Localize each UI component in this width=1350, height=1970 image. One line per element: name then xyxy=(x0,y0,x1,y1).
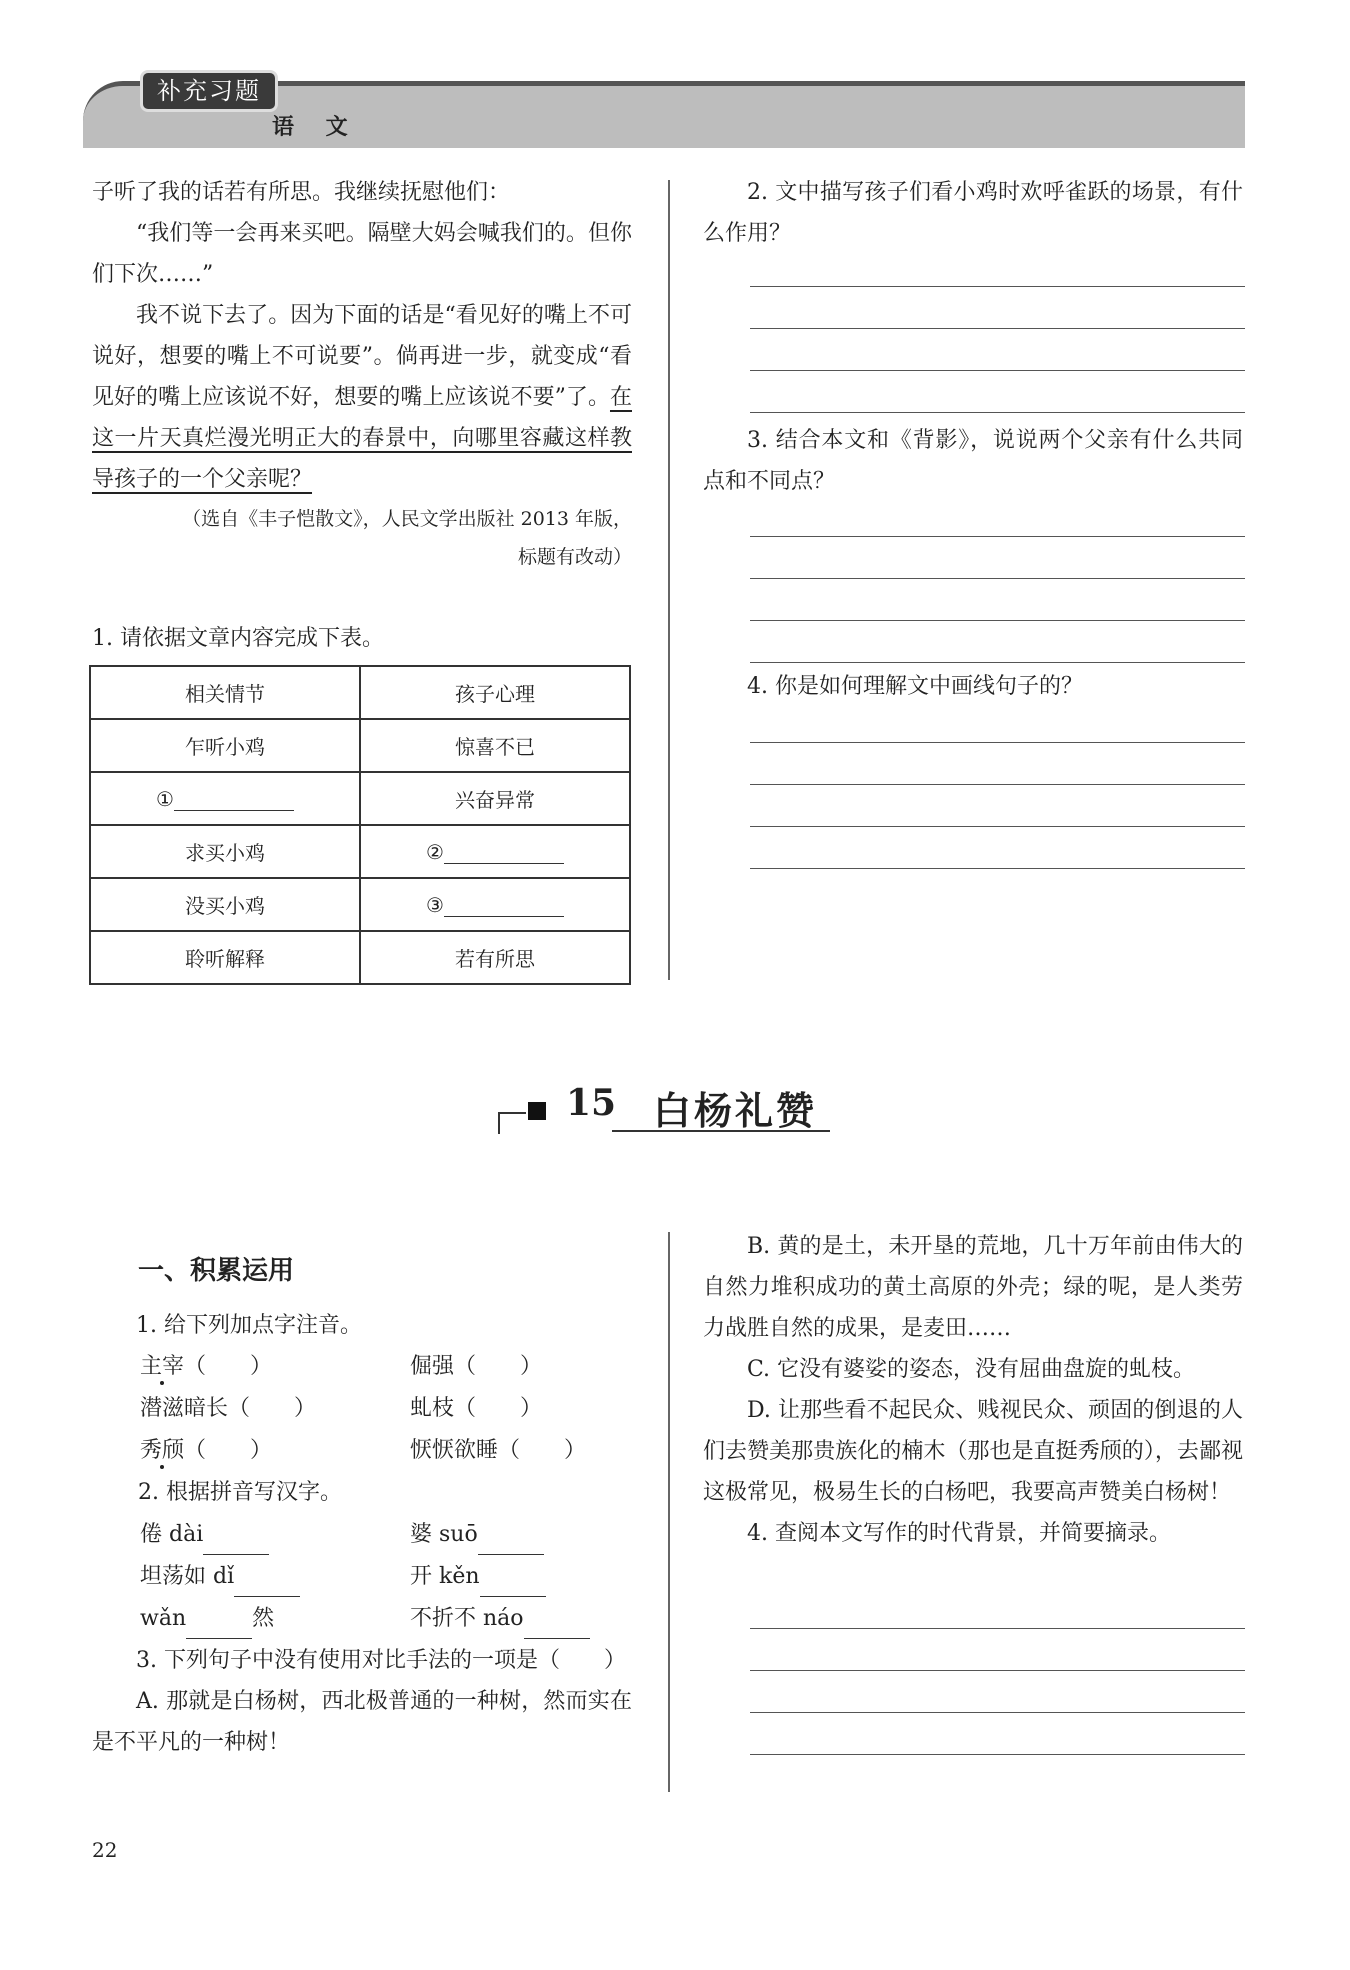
hanzi-prompt: 婆 suō xyxy=(410,1522,478,1547)
option-a: A. 那就是白杨树，西北极普通的一种树，然而实在是不平凡的一种树！ xyxy=(92,1689,632,1755)
pinyin-word: 恹恹欲睡 xyxy=(410,1438,499,1463)
table-cell: 聆听解释 xyxy=(90,931,360,984)
hanzi-item[interactable] xyxy=(410,1556,546,1597)
answer-line[interactable] xyxy=(750,286,1245,287)
answer-line[interactable] xyxy=(750,1712,1245,1713)
answer-line[interactable] xyxy=(750,868,1245,869)
hanzi-item[interactable] xyxy=(410,1598,590,1639)
table-cell[interactable] xyxy=(90,772,360,825)
pinyin-word: 秀颀 xyxy=(140,1438,185,1463)
answer-line[interactable] xyxy=(750,1670,1245,1671)
pinyin-word: 虬枝 xyxy=(410,1396,455,1421)
header-badge: 补充习题 xyxy=(140,70,278,112)
table-row xyxy=(90,719,630,772)
hanzi-suffix: 然 xyxy=(252,1606,275,1631)
passage-para-3 xyxy=(92,295,632,500)
passage-para-1: 子听了我的话若有所思。我继续抚慰他们： xyxy=(92,180,511,205)
table-cell: 乍听小鸡 xyxy=(90,719,360,772)
question-3 xyxy=(703,420,1243,502)
table-row xyxy=(90,931,630,984)
section-heading: 一、积累运用 xyxy=(138,1256,295,1286)
pinyin-item[interactable] xyxy=(410,1346,542,1387)
exercise-q3 xyxy=(92,1640,632,1763)
hanzi-prompt: 倦 dài xyxy=(140,1522,204,1547)
pinyin-word: 主宰 xyxy=(140,1354,185,1379)
table-header: 相关情节 xyxy=(90,666,360,719)
table-header-row xyxy=(90,666,630,719)
question-4 xyxy=(703,666,1243,707)
question-2 xyxy=(703,172,1243,254)
table-cell: 没买小鸡 xyxy=(90,878,360,931)
blank-marker: ② xyxy=(426,839,444,864)
table-cell: 惊喜不已 xyxy=(360,719,630,772)
blank-line[interactable] xyxy=(444,841,564,864)
table-row xyxy=(90,878,630,931)
answer-line[interactable] xyxy=(750,620,1245,621)
pinyin-item[interactable] xyxy=(410,1430,586,1471)
blank-line[interactable] xyxy=(234,1574,300,1597)
answer-line[interactable] xyxy=(750,536,1245,537)
pinyin-paren: （ ） xyxy=(184,1354,273,1379)
answer-line[interactable] xyxy=(750,578,1245,579)
answer-line[interactable] xyxy=(750,1628,1245,1629)
hanzi-item[interactable] xyxy=(140,1514,269,1555)
hanzi-prompt: 开 kěn xyxy=(410,1564,480,1589)
lesson-number: 15 xyxy=(566,1082,617,1124)
pinyin-paren: （ ） xyxy=(454,1354,543,1379)
table-cell: 若有所思 xyxy=(360,931,630,984)
table-cell: 兴奋异常 xyxy=(360,772,630,825)
answer-line[interactable] xyxy=(750,826,1245,827)
pinyin-item[interactable] xyxy=(140,1388,316,1429)
table-header: 孩子心理 xyxy=(360,666,630,719)
pinyin-paren: （ ） xyxy=(228,1396,317,1421)
answer-table xyxy=(89,665,631,985)
exercise-block xyxy=(92,1305,632,1346)
option-d: D. 让那些看不起民众、贱视民众、顽固的倒退的人们去赞美那贵族化的楠木（那也是直挺秀颀的），去鄙视这极常见，极易生长的白杨吧，我要高声赞美白杨树！ xyxy=(703,1398,1243,1505)
passage-para-3-text: 我不说下去了。因为下面的话是“看见好的嘴上不可说好，想要的嘴上不可说要”。倘再进一步，就变成“看见好的嘴上应该说不好，想要的嘴上应该说不要”了。 xyxy=(92,303,632,410)
question-4-text: 4. 你是如何理解文中画线句子的？ xyxy=(747,674,1083,699)
blank-line[interactable] xyxy=(186,1616,252,1639)
blank-line[interactable] xyxy=(524,1616,590,1639)
passage-para-2: “我们等一会再来买吧。隔壁大妈会喊我们的。但你们下次……” xyxy=(92,221,632,287)
answer-line[interactable] xyxy=(750,412,1245,413)
table-cell[interactable] xyxy=(360,878,630,931)
hanzi-prompt: 不折不 náo xyxy=(410,1606,524,1631)
pinyin-word: 倔强 xyxy=(410,1354,455,1379)
exercise-q4: 4. 查阅本文写作的时代背景，并简要摘录。 xyxy=(747,1521,1171,1546)
exercise-q2: 2. 根据拼音写汉字。 xyxy=(138,1480,342,1505)
source-line-2: 标题有改动） xyxy=(517,546,632,568)
exercise-q1: 1. 给下列加点字注音。 xyxy=(136,1313,362,1338)
blank-marker: ③ xyxy=(426,892,444,917)
answer-line[interactable] xyxy=(750,662,1245,663)
header-subject: 语 文 xyxy=(272,115,360,140)
pinyin-paren: （ ） xyxy=(184,1438,273,1463)
lesson-title-text: 白杨礼赞 xyxy=(653,1088,818,1133)
pinyin-paren: （ ） xyxy=(454,1396,543,1421)
table-row xyxy=(90,772,630,825)
option-c: C. 它没有婆娑的姿态，没有屈曲盘旋的虬枝。 xyxy=(747,1357,1196,1382)
question-3-text: 3. 结合本文和《背影》，说说两个父亲有什么共同点和不同点？ xyxy=(703,428,1243,494)
answer-line[interactable] xyxy=(750,784,1245,785)
exercise-q3-text: 3. 下列句子中没有使用对比手法的一项是（ ） xyxy=(136,1648,626,1673)
pinyin-item[interactable] xyxy=(410,1388,542,1429)
reading-passage xyxy=(92,172,632,576)
question-1: 1. 请依据文章内容完成下表。 xyxy=(92,626,384,651)
table-cell: 求买小鸡 xyxy=(90,825,360,878)
title-square-icon xyxy=(528,1102,546,1120)
hanzi-prompt: 坦荡如 dǐ xyxy=(140,1564,235,1589)
column-divider-bottom xyxy=(668,1232,670,1792)
blank-line[interactable] xyxy=(480,1574,546,1597)
blank-line[interactable] xyxy=(444,894,564,917)
pinyin-item[interactable] xyxy=(140,1346,272,1387)
answer-line[interactable] xyxy=(750,1754,1245,1755)
option-b: B. 黄的是土，未开垦的荒地，几十万年前由伟大的自然力堆积成功的黄土高原的外壳；绿的呢，是人类劳力战胜自然的成果，是麦田…… xyxy=(703,1234,1243,1341)
blank-line[interactable] xyxy=(174,788,294,811)
answer-line[interactable] xyxy=(750,742,1245,743)
blank-marker: ① xyxy=(156,786,174,811)
title-bracket-top xyxy=(498,1112,526,1114)
page-number: 22 xyxy=(92,1838,118,1862)
column-divider-top xyxy=(668,180,670,980)
hanzi-prompt: wǎn xyxy=(140,1606,187,1631)
answer-line[interactable] xyxy=(750,328,1245,329)
question-2-text: 2. 文中描写孩子们看小鸡时欢呼雀跃的场景，有什么作用？ xyxy=(703,180,1243,246)
pinyin-paren: （ ） xyxy=(498,1438,587,1463)
options-continued xyxy=(703,1226,1243,1554)
source-line-1: （选自《丰子恺散文》，人民文学出版社 2013 年版， xyxy=(182,508,632,530)
blank-line[interactable] xyxy=(478,1532,544,1555)
underlined-sentence: 在这一片天真烂漫光明正大的春景中，向哪里容藏这样教导孩子的一个父亲呢？ xyxy=(92,385,632,492)
table-row xyxy=(90,825,630,878)
hanzi-item[interactable] xyxy=(140,1556,300,1597)
source-note xyxy=(92,500,632,576)
title-bracket-left xyxy=(498,1112,500,1134)
blank-line[interactable] xyxy=(203,1532,269,1555)
table-cell[interactable] xyxy=(360,825,630,878)
hanzi-item[interactable] xyxy=(410,1514,544,1555)
lesson-title xyxy=(498,1076,833,1132)
pinyin-item[interactable] xyxy=(140,1430,272,1471)
answer-line[interactable] xyxy=(750,370,1245,371)
hanzi-item[interactable] xyxy=(140,1598,274,1639)
pinyin-word: 潜滋暗长 xyxy=(140,1396,229,1421)
